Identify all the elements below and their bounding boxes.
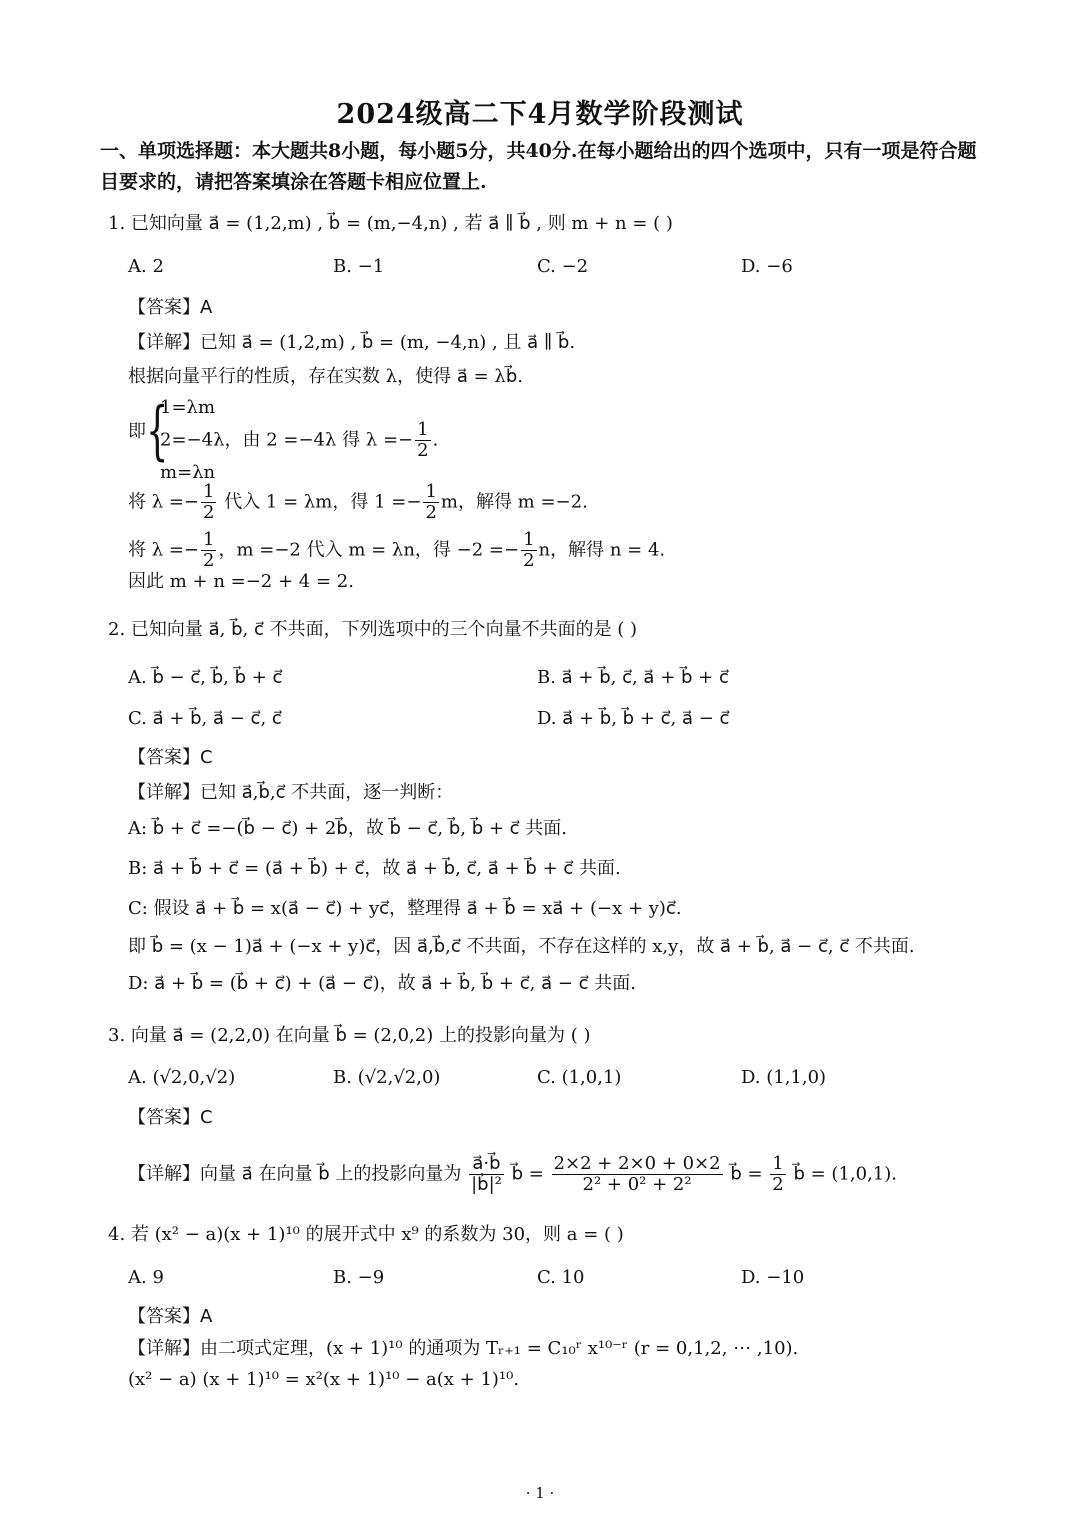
question-3-stem: 3. 向量 a⃗ = (2,2,0) 在向量 b⃗ = (2,0,2) 上的投影向量为 ( ) xyxy=(108,1025,591,1046)
q1-equation-2: 2=−4λ，由 2 =−4λ 得 λ =− $\frac{1}{2}$ . xyxy=(160,419,439,461)
q2-detail-6: D: a⃗ + b⃗ = (b⃗ + c⃗) + (a⃗ − c⃗)，故 a⃗ + b⃗, b⃗ + c⃗, a⃗ − c⃗ 共面. xyxy=(128,973,636,994)
q2-option-c: C. a⃗ + b⃗, a⃗ − c⃗, c⃗ xyxy=(128,708,282,729)
q3-option-c: C. (1,0,1) xyxy=(537,1067,622,1088)
q2-option-a: A. b⃗ − c⃗, b⃗, b⃗ + c⃗ xyxy=(128,667,283,688)
fraction: $\frac{a⃗\cdot b⃗}{\text{|b⃗|²}}$ xyxy=(471,1153,502,1195)
q4-option-d: D. −10 xyxy=(741,1267,805,1288)
q1-option-a: A. 2 xyxy=(128,256,164,277)
q1-equation-system xyxy=(160,396,438,485)
q1-detail-2: 根据向量平行的性质，存在实数 λ，使得 a⃗ = λb⃗. xyxy=(128,366,523,387)
fraction: $\frac{1}{2}$ xyxy=(425,481,437,523)
q3-detail-1: 【详解】向量 a⃗ 在向量 b⃗ 上的投影向量为 $\frac{a⃗\cdot b⃗}{\text{|b⃗|²}}$ b⃗ = $\frac{2\times 2 + 2\times 0 + 0\times 2}{\text{2² + 0² + 2²}}$ b⃗ = $\frac{1}{2}$ b⃗ = (1,0,1). xyxy=(128,1153,897,1195)
page-title: 2024级高二下4月数学阶段测试 xyxy=(336,99,744,130)
fraction: $\frac{1}{2}$ xyxy=(203,529,215,571)
fraction: $\frac{1}{2}$ xyxy=(417,419,429,461)
q4-detail-2: (x² − a) (x + 1)¹⁰ = x²(x + 1)¹⁰ − a(x + 1)¹⁰. xyxy=(128,1369,520,1390)
question-1-stem: 1. 已知向量 a⃗ = (1,2,m) , b⃗ = (m,−4,n) , 若 a⃗ ∥ b⃗ , 则 m + n = ( ) xyxy=(108,213,673,234)
q4-option-c: C. 10 xyxy=(537,1267,585,1288)
q2-detail-2: A: b⃗ + c⃗ =−(b⃗ − c⃗) + 2b⃗，故 b⃗ − c⃗, b⃗, b⃗ + c⃗ 共面. xyxy=(128,818,567,839)
q1-detail-1: 【详解】已知 a⃗ = (1,2,m) , b⃗ = (m, −4,n) , 且 a⃗ ∥ b⃗. xyxy=(128,332,576,353)
q4-answer: 【答案】A xyxy=(128,1306,213,1327)
q1-detail-5: 将 λ =− $\frac{1}{2}$ ，m =−2 代入 m = λn，得 −2 =− $\frac{1}{2}$ n，解得 n = 4. xyxy=(128,529,666,571)
fraction: $\frac{1}{2}$ xyxy=(772,1153,784,1195)
q1-option-d: D. −6 xyxy=(741,256,793,277)
q2-option-d: D. a⃗ + b⃗, b⃗ + c⃗, a⃗ − c⃗ xyxy=(537,708,730,729)
q3-option-a: A. (√2,0,√2) xyxy=(128,1067,236,1088)
q1-equation-3: m=λn xyxy=(160,462,216,483)
q1-detail-6: 因此 m + n =−2 + 4 = 2. xyxy=(128,571,354,592)
q2-detail-1: 【详解】已知 a⃗,b⃗,c⃗ 不共面，逐一判断： xyxy=(128,782,454,803)
brace-symbol: { xyxy=(146,394,169,468)
q1-option-c: C. −2 xyxy=(537,256,589,277)
fraction: $\frac{2\times 2 + 2\times 0 + 0\times 2}{\text{2² + 0² + 2²}}$ xyxy=(553,1153,721,1195)
section-heading: 一、单项选择题：本大题共8小题，每小题5分，共40分.在每小题给出的四个选项中，只有一项是符合题目要求的，请把答案填涂在答题卡相应位置上. xyxy=(100,140,977,193)
q1-equation-1: 1=λm xyxy=(160,397,216,418)
q1-equation-2-text: 2=−4λ xyxy=(160,429,225,451)
q2-detail-3: B: a⃗ + b⃗ + c⃗ = (a⃗ + b⃗) + c⃗，故 a⃗ + b⃗, c⃗, a⃗ + b⃗ + c⃗ 共面. xyxy=(128,858,621,879)
q3-answer: 【答案】C xyxy=(128,1107,213,1128)
q2-answer: 【答案】C xyxy=(128,747,213,768)
q1-equation-2-tail: ，由 2 =−4λ 得 λ =− xyxy=(224,429,414,451)
page-number: · 1 · xyxy=(525,1484,555,1502)
q2-detail-4: C: 假设 a⃗ + b⃗ = x(a⃗ − c⃗) + yc⃗，整理得 a⃗ + b⃗ = xa⃗ + (−x + y)c⃗. xyxy=(128,898,682,919)
q2-detail-5: 即 b⃗ = (x − 1)a⃗ + (−x + y)c⃗，因 a⃗,b⃗,c⃗ 不共面，不存在这样的 x,y，故 a⃗ + b⃗, a⃗ − c⃗, c⃗ 不共面. xyxy=(128,936,915,957)
question-2-stem: 2. 已知向量 a⃗, b⃗, c⃗ 不共面，下列选项中的三个向量不共面的是 ( ) xyxy=(108,619,638,640)
q2-option-b: B. a⃗ + b⃗, c⃗, a⃗ + b⃗ + c⃗ xyxy=(537,667,729,688)
q3-option-b: B. (√2,√2,0) xyxy=(333,1067,441,1088)
q1-detail-4: 将 λ =− $\frac{1}{2}$ 代入 1 = λm，得 1 =− $\frac{1}{2}$ m，解得 m =−2. xyxy=(128,481,588,523)
q4-option-b: B. −9 xyxy=(333,1267,385,1288)
fraction: $\frac{1}{2}$ xyxy=(203,481,215,523)
q1-answer: 【答案】A xyxy=(128,297,213,318)
fraction: $\frac{1}{2}$ xyxy=(523,529,535,571)
question-4-stem: 4. 若 (x² − a)(x + 1)¹⁰ 的展开式中 x⁹ 的系数为 30，则 a = ( ) xyxy=(108,1224,624,1245)
q4-option-a: A. 9 xyxy=(128,1267,164,1288)
q1-option-b: B. −1 xyxy=(333,256,385,277)
q1-system-prefix: 即 xyxy=(128,421,146,442)
q4-detail-1: 【详解】由二项式定理，(x + 1)¹⁰ 的通项为 Tᵣ₊₁ = C₁₀ʳ x¹⁰⁻ʳ (r = 0,1,2, ⋯ ,10). xyxy=(128,1338,799,1359)
q3-option-d: D. (1,1,0) xyxy=(741,1067,827,1088)
